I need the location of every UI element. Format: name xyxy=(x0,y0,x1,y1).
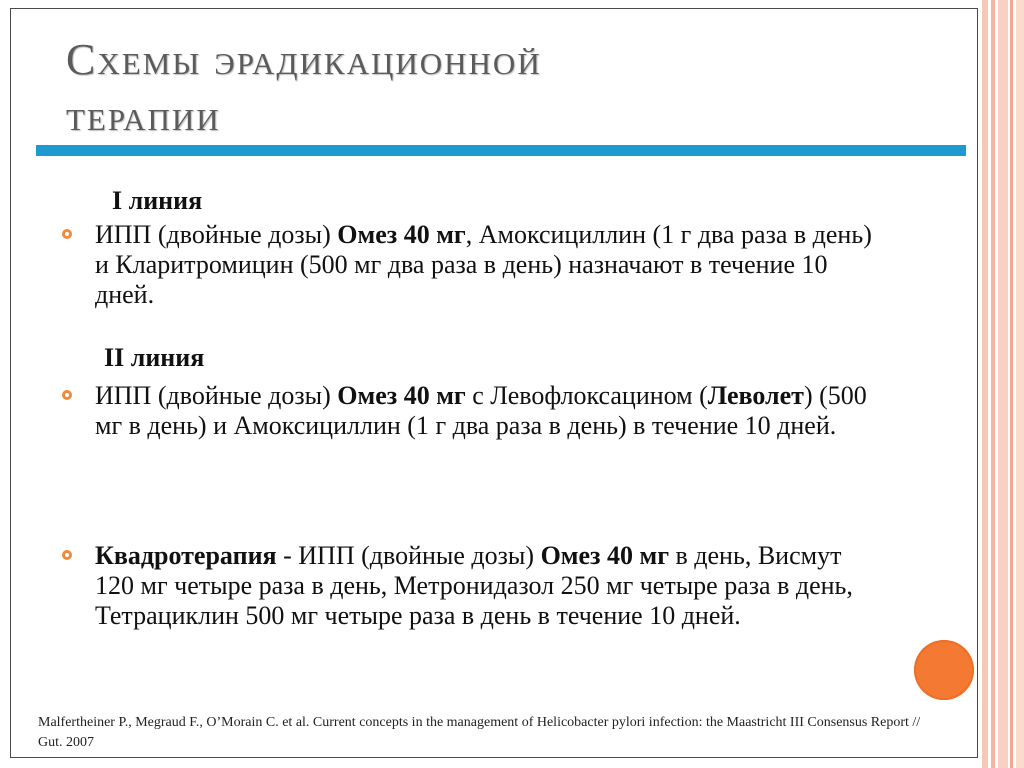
decorative-circle-icon xyxy=(914,640,974,700)
text-run: в день, Висмут 120 мг четыре раза в день, Метронидазол 250 мг четыре раза в день, Тетрациклин 500 мг четыре раза в день в течение 10 дней. xyxy=(95,541,853,630)
stripe xyxy=(982,0,988,768)
text-run: ИПП (двойные дозы) xyxy=(95,381,338,410)
text-run: ИПП (двойные дозы) xyxy=(95,220,338,249)
bullet-quadrotherapy xyxy=(62,541,882,631)
title-underline xyxy=(36,145,966,156)
bullet-text xyxy=(95,541,882,631)
section-heading-line-2: II линия xyxy=(104,343,205,372)
stripe xyxy=(998,0,1008,768)
drug-name-bold: Омез 40 мг xyxy=(540,541,670,570)
bullet-icon xyxy=(62,550,72,560)
bullet-icon xyxy=(62,229,72,239)
stripe xyxy=(991,0,995,768)
bullet-icon xyxy=(62,390,72,400)
decorative-stripes xyxy=(982,0,1024,768)
drug-name-bold: Омез 40 мг xyxy=(337,220,466,249)
section-heading-line-1: I линия xyxy=(112,186,203,215)
drug-name-bold: Омез 40 мг xyxy=(337,381,466,410)
text-run: , Амоксициллин (1 г два раза в день) и Кларитромицин (500 мг два раза в день) назначают в течение 10 дней. xyxy=(95,220,872,309)
text-run: ) (500 мг в день) и Амоксициллин (1 г два раза в день) в течение 10 дней. xyxy=(95,381,867,440)
text-run: с Левофлоксацином ( xyxy=(465,381,708,410)
bullet-line-1 xyxy=(62,220,882,310)
bullet-line-2 xyxy=(62,381,882,441)
slide-title: Схемы эрадикационной терапии xyxy=(66,35,542,140)
therapy-name-bold: Квадротерапия xyxy=(95,541,277,570)
text-run: - ИПП (двойные дозы) xyxy=(276,541,541,570)
footnote-reference: Malfertheiner P., Megraud F., O’Morain C. et al. Current concepts in the management of Helicobacter pylori infection: the Maastricht III Consensus Report // Gut. 2007 xyxy=(38,715,921,750)
bullet-text xyxy=(95,381,882,441)
stripe xyxy=(1016,0,1024,768)
bullet-text xyxy=(95,220,882,310)
drug-name-bold: Леволет xyxy=(707,381,804,410)
stripe xyxy=(1010,0,1013,768)
